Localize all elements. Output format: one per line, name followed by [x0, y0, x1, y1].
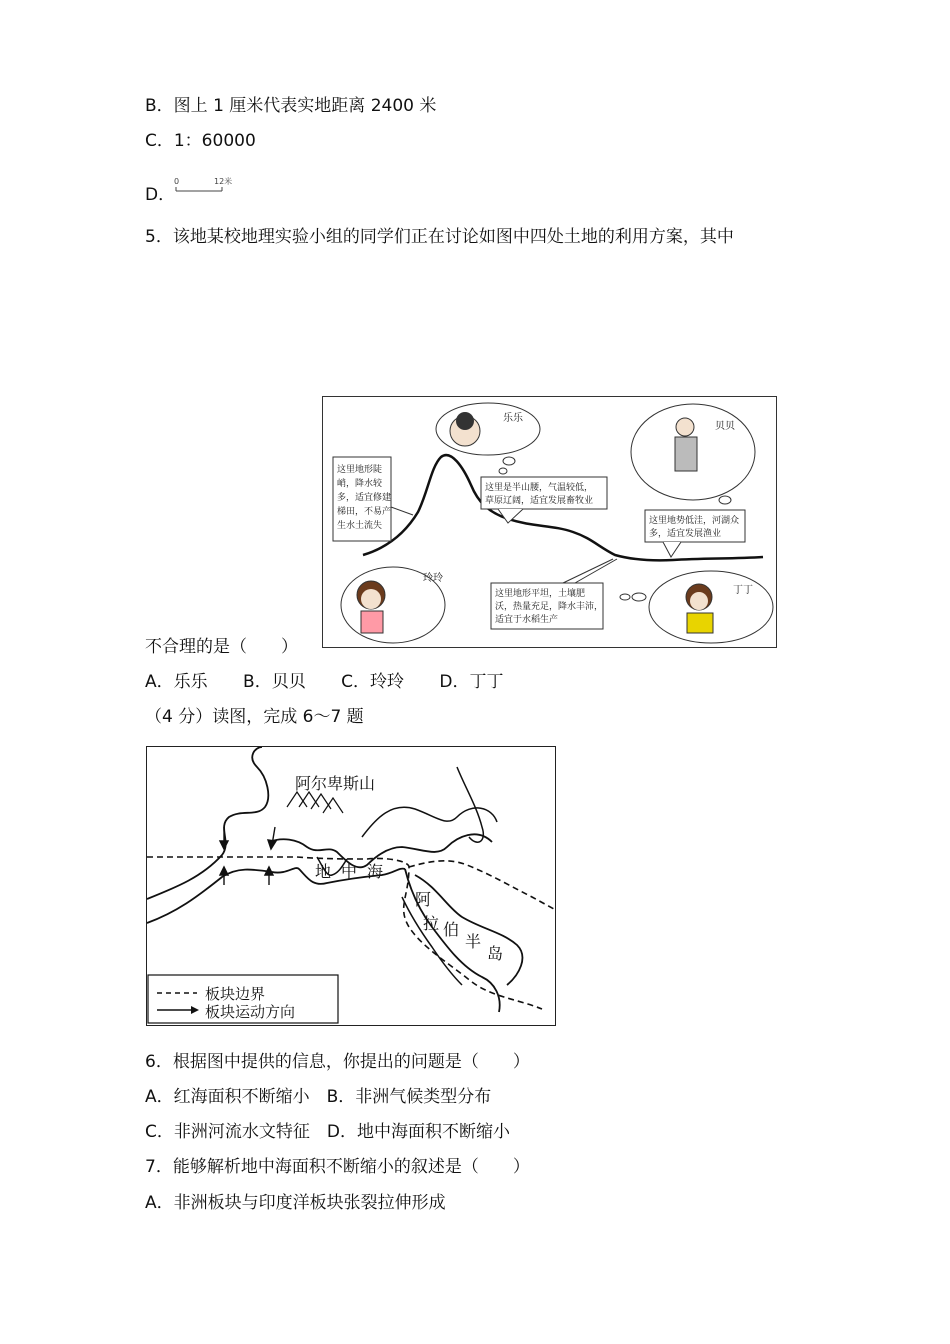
label-peninsula-2: 拉	[423, 914, 440, 933]
scale-end: 12米	[214, 177, 233, 186]
q7-option-a: A．非洲板块与印度洋板块张裂拉伸形成	[145, 1193, 446, 1213]
label-peninsula-3: 伯	[443, 920, 460, 939]
q5-stem-end: 不合理的是（ ）	[145, 637, 298, 657]
legend-boundary: 板块边界	[205, 985, 266, 1003]
lele-bubble	[436, 403, 540, 474]
note-lele-2: 草原辽阔，适宜发展畜牧业	[485, 496, 594, 506]
label-peninsula-5: 岛	[487, 944, 504, 963]
scale-zero: 0	[174, 177, 180, 186]
note-dingding-3: 适宜于水稻生产	[495, 615, 559, 625]
note-beibei-1: 这里地势低洼，河湖众	[649, 516, 740, 526]
label-sea-3: 海	[367, 862, 384, 881]
group-intro: （4 分）读图，完成 6～7 题	[145, 707, 364, 727]
note-beibei-2: 多，适宜发展渔业	[649, 529, 722, 539]
q5-option-a: A．乐乐	[145, 672, 208, 692]
q4-option-b: B．图上 1 厘米代表实地距离 2400 米	[145, 96, 437, 116]
q5-option-c: C．玲玲	[341, 672, 404, 692]
q5-option-b: B．贝贝	[243, 672, 306, 692]
q5-option-d: D．丁丁	[439, 672, 504, 692]
note-left-2: 峭，降水较	[337, 479, 383, 489]
note-left-5: 生水土流失	[337, 521, 383, 531]
q5-stem: 5．该地某校地理实验小组的同学们正在讨论如图中四处土地的利用方案，其中	[145, 227, 734, 247]
note-dingding-2: 沃，热量充足，降水丰沛，	[495, 602, 604, 612]
beibei-bubble	[631, 404, 755, 504]
label-sea-2: 中	[341, 862, 358, 881]
note-left-4: 梯田，不易产	[337, 507, 392, 517]
lingling-bubble	[341, 567, 445, 643]
legend-motion: 板块运动方向	[205, 1003, 296, 1021]
q6-option-cd: C．非洲河流水文特征 D．地中海面积不断缩小	[145, 1122, 510, 1142]
label-alps: 阿尔卑斯山	[295, 774, 376, 793]
plate-map-figure	[146, 746, 556, 1026]
dingding-bubble	[620, 571, 773, 643]
q6-option-ab: A．红海面积不断缩小 B．非洲气候类型分布	[145, 1087, 492, 1107]
note-left-1: 这里地形陡	[337, 465, 383, 475]
name-lingling: 玲玲	[423, 573, 443, 584]
q4-option-d: D．	[145, 185, 176, 205]
name-beibei: 贝贝	[715, 421, 735, 432]
note-dingding-1: 这里地形平坦，土壤肥	[495, 589, 586, 599]
q7-stem: 7．能够解析地中海面积不断缩小的叙述是（ ）	[145, 1157, 530, 1177]
land-use-figure	[322, 396, 777, 648]
scale-bar-figure	[172, 176, 242, 196]
note-lele-1: 这里是半山腰，气温较低，	[485, 483, 594, 493]
name-lele: 乐乐	[503, 413, 523, 424]
q5-options	[145, 671, 534, 693]
note-left-3: 多，适宜修建	[337, 493, 392, 503]
label-peninsula-1: 阿	[415, 890, 432, 909]
q4-option-c: C．1：60000	[145, 131, 256, 151]
label-sea-1: 地	[315, 862, 332, 881]
name-dingding: 丁丁	[733, 585, 753, 596]
q6-stem: 6．根据图中提供的信息，你提出的问题是（ ）	[145, 1052, 530, 1072]
label-peninsula-4: 半	[465, 932, 482, 951]
